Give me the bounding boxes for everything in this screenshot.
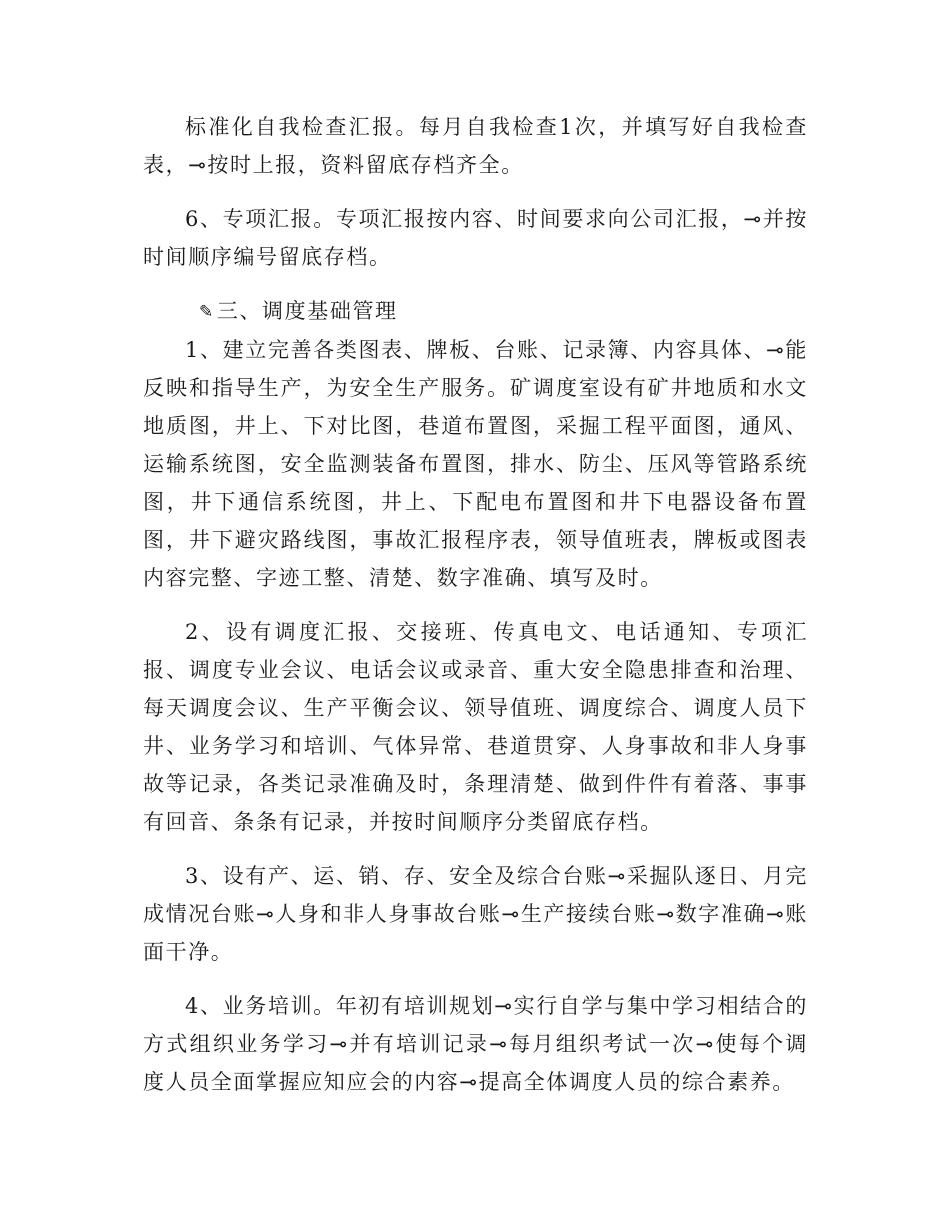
document-body [143,108,808,1101]
section-heading [143,292,808,331]
paragraph-special-report: 6、专项汇报。专项汇报按内容、时间要求向公司汇报，⊸并按时间顺序编号留底存档。 [143,207,808,269]
paragraph-item-1: 1、建立完善各类图表、牌板、台账、记录簿、内容具体、⊸能反映和指导生产，为安全生产服务。矿调度室设有矿井地质和水文地质图，井上、下对比图，巷道布置图，采掘工程平面图，通风、运输系统图，安全监测装备布置图，排水、防尘、压风等管路系统图，井下通信系统图，井上、下配电布置图和井下电器设备布置图，井下避灾路线图，事故汇报程序表，领导值班表，牌板或图表内容完整、字迹工整、清楚、数字准确、填写及时。 [143,338,808,590]
section-heading-text: 三、调度基础管理 [216,299,398,323]
paragraph-item-3: 3、设有产、运、销、存、安全及综合台账⊸采掘队逐日、月完成情况台账⊸人身和非人身事故台账⊸生产接续台账⊸数字准确⊸账面干净。 [143,864,808,964]
paragraph-item-2: 2、设有调度汇报、交接班、传真电文、电话通知、专项汇报、调度专业会议、电话会议或录音、重大安全隐患排查和治理、每天调度会议、生产平衡会议、领导值班、调度综合、调度人员下井、业务学习和培训、气体异常、巷道贯穿、人身事故和非人身事故等记录，各类记录准确及时，条理清楚、做到件件有着落、事事有回音、条条有记录，并按时间顺序分类留底存档。 [143,620,808,834]
paragraph-self-inspection: 标准化自我检查汇报。每月自我检查1次，并填写好自我检查表，⊸按时上报，资料留底存档齐全。 [143,115,808,177]
paragraph-item-4: 4、业务培训。年初有培训规划⊸实行自学与集中学习相结合的方式组织业务学习⊸并有培训记录⊸每月组织考试一次⊸使每个调度人员全面掌握应知应会的内容⊸提高全体调度人员的综合素养。 [143,994,808,1094]
pen-mark-icon: ✎ [199,302,215,322]
